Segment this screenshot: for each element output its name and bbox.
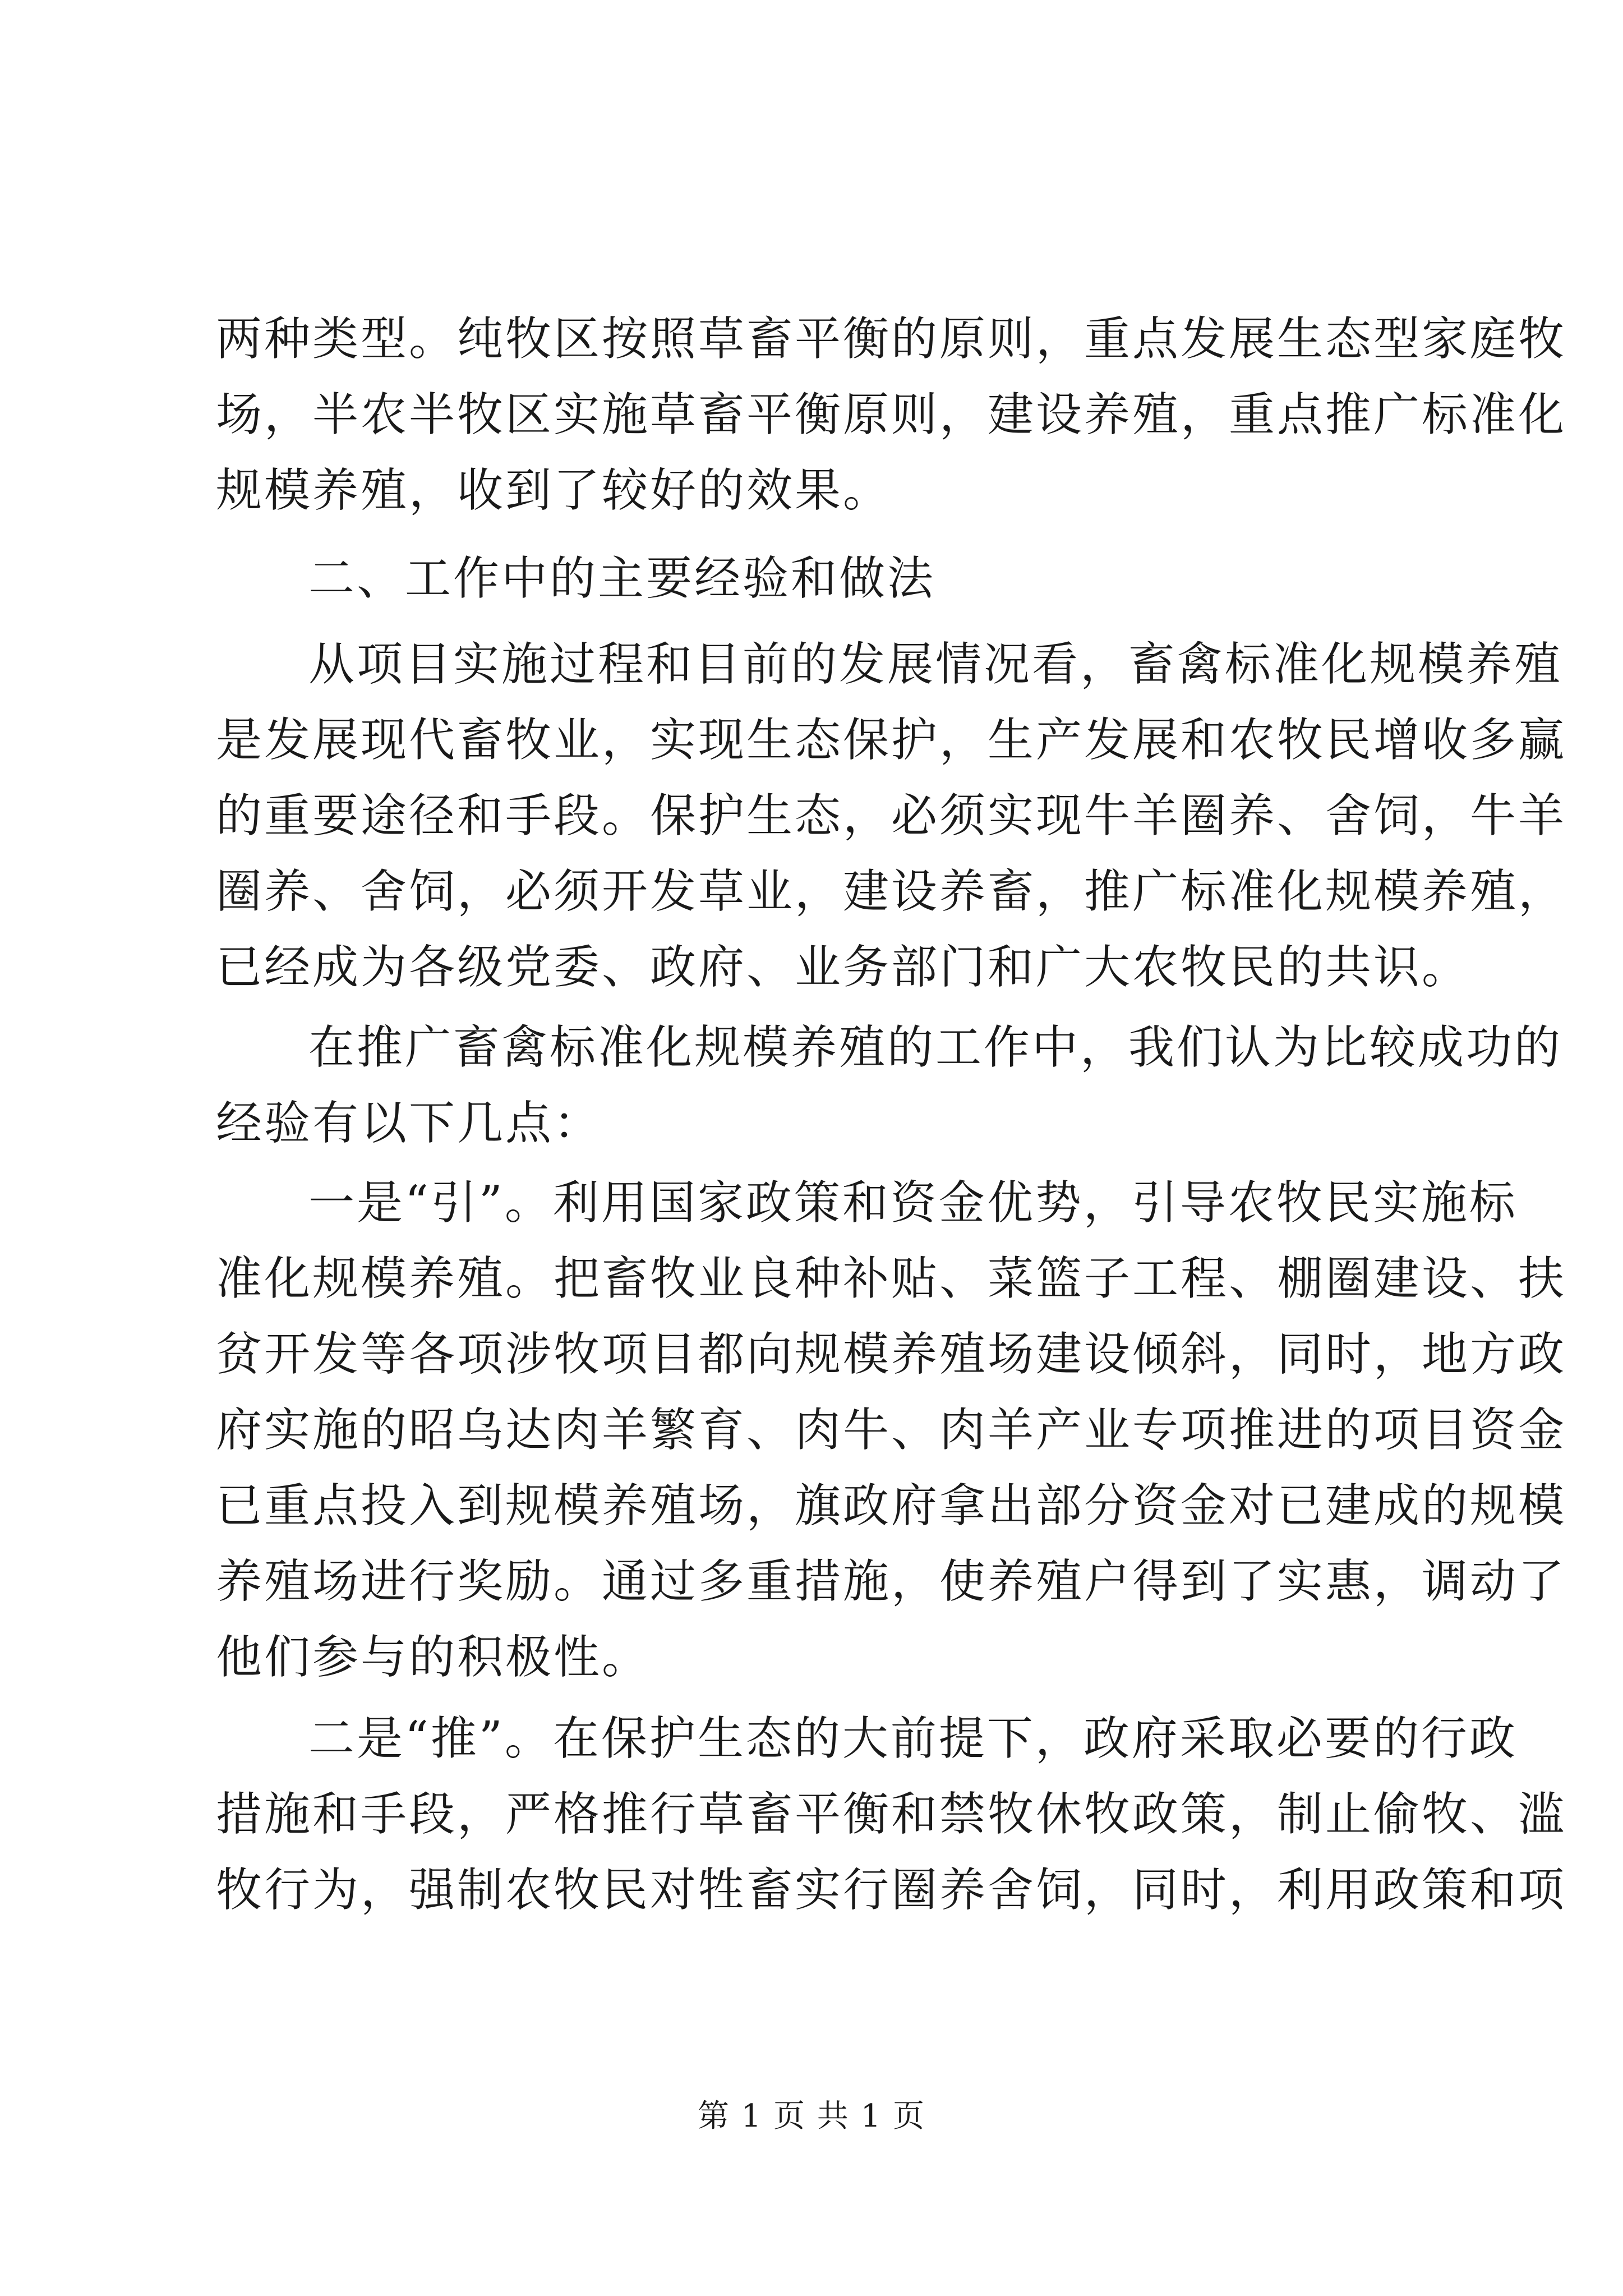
body-line: 的重要途径和手段。保护生态，必须实现牛羊圈养、舍饲，牛羊: [216, 789, 1567, 843]
body-line: 养殖场进行奖励。通过多重措施，使养殖户得到了实惠，调动了: [216, 1555, 1567, 1608]
body-line: 两种类型。纯牧区按照草畜平衡的原则，重点发展生态型家庭牧: [216, 312, 1567, 366]
body-line: 措施和手段，严格推行草畜平衡和禁牧休牧政策，制止偷牧、滥: [216, 1788, 1567, 1841]
body-line: 场，半农半牧区实施草畜平衡原则，建设养殖，重点推广标准化: [216, 388, 1567, 441]
body-line: 已重点投入到规模养殖场，旗政府拿出部分资金对已建成的规模: [216, 1479, 1567, 1533]
page-number: 第 1 页 共 1 页: [697, 2098, 926, 2134]
body-line: 一是“引”。利用国家政策和资金优势，引导农牧民实施标: [308, 1176, 1518, 1230]
body-line: 准化规模养殖。把畜牧业良种补贴、菜篮子工程、棚圈建设、扶: [216, 1252, 1567, 1305]
body-line: 经验有以下几点：: [216, 1097, 602, 1150]
body-line: 府实施的昭乌达肉羊繁育、肉牛、肉羊产业专项推进的项目资金: [216, 1404, 1567, 1457]
body-line: 二是“推”。在保护生态的大前提下，政府采取必要的行政: [308, 1712, 1518, 1765]
body-line: 从项目实施过程和目前的发展情况看，畜禽标准化规模养殖: [308, 638, 1563, 691]
section-heading: 二、工作中的主要经验和做法: [308, 552, 936, 605]
body-line: 是发展现代畜牧业，实现生态保护，生产发展和农牧民增收多赢: [216, 714, 1567, 767]
body-line: 规模养殖，收到了较好的效果。: [216, 464, 892, 517]
body-line: 已经成为各级党委、政府、业务部门和广大农牧民的共识。: [216, 941, 1470, 994]
body-line: 贫开发等各项涉牧项目都向规模养殖场建设倾斜，同时，地方政: [216, 1328, 1567, 1381]
body-line: 圈养、舍饲，必须开发草业，建设养畜，推广标准化规模养殖，: [216, 865, 1567, 918]
body-line: 在推广畜禽标准化规模养殖的工作中，我们认为比较成功的: [308, 1021, 1563, 1074]
body-line: 牧行为，强制农牧民对牲畜实行圈养舍饲，同时，利用政策和项: [216, 1864, 1567, 1917]
body-line: 他们参与的积极性。: [216, 1631, 651, 1684]
